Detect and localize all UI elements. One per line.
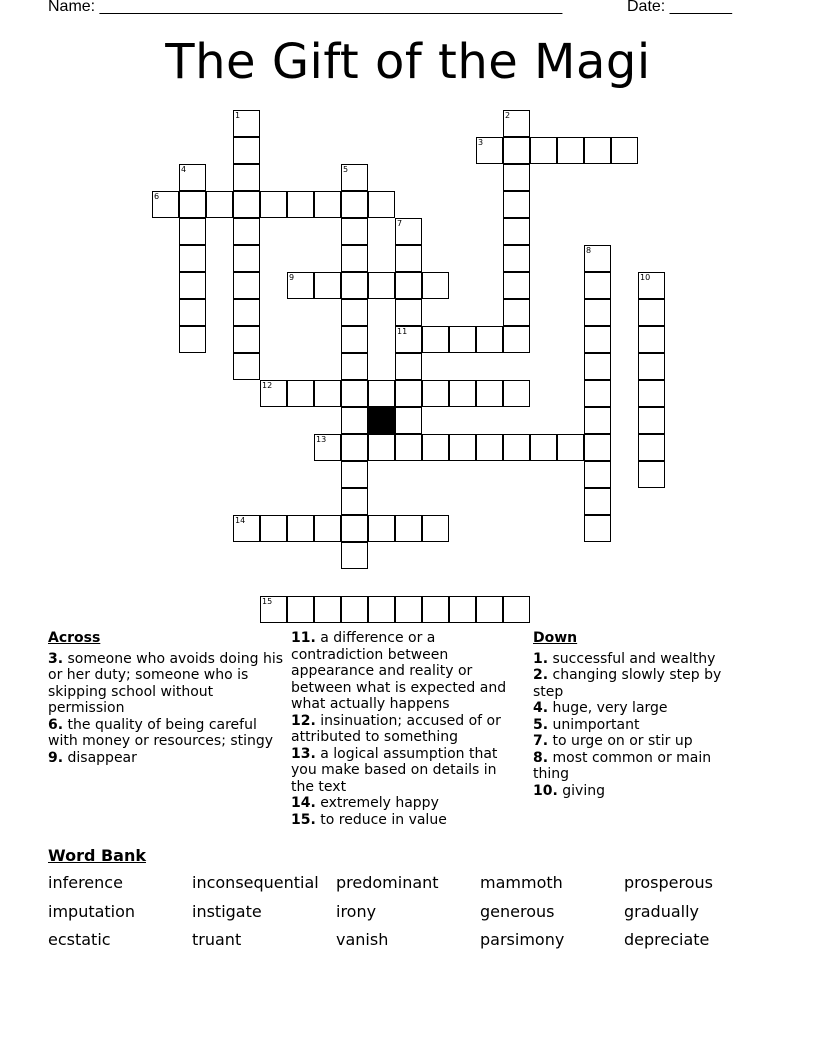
crossword-cell[interactable] [233,515,260,542]
crossword-cell[interactable] [584,137,611,164]
crossword-cell[interactable] [638,299,665,326]
crossword-cell[interactable] [368,596,395,623]
crossword-cell[interactable] [476,434,503,461]
crossword-cell[interactable] [503,272,530,299]
crossword-cell[interactable] [368,191,395,218]
crossword-cell[interactable] [449,596,476,623]
crossword-cell[interactable] [584,380,611,407]
cell-number: 2 [505,111,511,120]
clue-number: 3. [48,650,64,667]
crossword-cell[interactable] [476,380,503,407]
crossword-cell[interactable] [584,461,611,488]
crossword-cell[interactable] [341,515,368,542]
crossword-cell[interactable] [449,326,476,353]
crossword-cell[interactable] [341,218,368,245]
word-bank-item: inference [48,873,123,892]
clue-text: unimportant [552,716,640,733]
crossword-cell[interactable] [287,272,314,299]
crossword-cell[interactable] [287,596,314,623]
crossword-cell[interactable] [476,137,503,164]
down-clue-10 [533,783,743,800]
crossword-cell[interactable] [341,299,368,326]
word-bank-row [48,902,788,931]
page-title: The Gift of the Magi [165,34,651,90]
word-bank-row [48,873,788,902]
cell-number: 4 [181,165,187,174]
crossword-cell[interactable] [341,596,368,623]
crossword-cell[interactable] [638,461,665,488]
crossword-cell[interactable] [584,299,611,326]
across-clue-13 [291,746,523,796]
clue-text: extremely happy [320,795,439,811]
down-clue-8 [533,750,743,783]
crossword-cell[interactable] [638,272,665,299]
crossword-cell[interactable] [395,353,422,380]
crossword-cell[interactable] [233,326,260,353]
clue-text: giving [562,782,605,799]
word-bank-item: vanish [336,930,389,949]
crossword-cell[interactable] [422,515,449,542]
crossword-cell[interactable] [314,515,341,542]
crossword-cell[interactable] [530,434,557,461]
word-bank [48,873,788,959]
clue-number: 9. [48,749,64,766]
crossword-cell[interactable] [206,191,233,218]
crossword-cell[interactable] [395,218,422,245]
across-heading: Across [48,630,101,646]
down-clue-5 [533,717,743,734]
crossword-cell[interactable] [557,434,584,461]
crossword-cell[interactable] [530,137,557,164]
crossword-cell[interactable] [233,353,260,380]
crossword-cell[interactable] [503,110,530,137]
crossword-cell[interactable] [314,191,341,218]
word-bank-item: gradually [624,901,699,921]
crossword-cell[interactable] [368,380,395,407]
cell-number: 15 [262,597,273,606]
clue-number: 6. [48,716,64,733]
across-clue-6 [48,717,284,750]
crossword-cell[interactable] [314,434,341,461]
across-clue-11 [291,630,523,713]
word-bank-item: ecstatic [48,930,111,949]
across-clue-15 [291,812,523,829]
crossword-cell[interactable] [395,434,422,461]
across-clue-12 [291,713,523,746]
cell-number: 6 [154,192,160,201]
clue-number: 4. [533,700,549,716]
crossword-cell[interactable] [584,272,611,299]
cell-number: 9 [289,273,295,282]
crossword-cell[interactable] [233,299,260,326]
crossword-cell[interactable] [260,596,287,623]
crossword-cell[interactable] [584,245,611,272]
cell-number: 8 [586,246,592,255]
date-field-label: Date: _______ [627,0,732,15]
crossword-cell[interactable] [179,326,206,353]
crossword-cell[interactable] [584,488,611,515]
crossword-cell[interactable] [314,596,341,623]
crossword-cell[interactable] [638,434,665,461]
word-bank-title: Word Bank [48,846,147,865]
crossword-cell[interactable] [395,272,422,299]
crossword-cell[interactable] [476,596,503,623]
crossword-cell[interactable] [341,434,368,461]
crossword-cell[interactable] [341,272,368,299]
crossword-cell[interactable] [422,380,449,407]
clue-text: to reduce in value [320,811,447,828]
clue-text: the quality of being careful with money or resources; stingy [48,716,274,749]
clue-text: a logical assumption that you make based on details in the text [291,745,498,795]
clue-text: to urge on or stir up [552,733,693,749]
word-bank-item: parsimony [480,930,565,949]
across-clues-column-2 [291,630,523,828]
crossword-cell[interactable] [233,218,260,245]
crossword-cell[interactable] [260,515,287,542]
across-clue-14 [291,795,523,812]
across-clue-3 [48,651,284,717]
crossword-cell[interactable] [584,515,611,542]
down-clue-2 [533,667,743,700]
crossword-cell[interactable] [233,137,260,164]
crossword-cell[interactable] [503,380,530,407]
crossword-cell[interactable] [368,272,395,299]
crossword-cell[interactable] [341,245,368,272]
crossword-cell[interactable] [503,326,530,353]
crossword-cell[interactable] [503,191,530,218]
clue-number: 14. [291,795,316,811]
cell-number: 10 [640,273,651,282]
word-bank-item: instigate [192,901,262,921]
crossword-cell[interactable] [287,191,314,218]
crossword-cell[interactable] [233,245,260,272]
across-clue-9 [48,750,284,767]
crossword-cell[interactable] [395,515,422,542]
down-heading: Down [533,630,578,646]
crossword-cell[interactable] [422,272,449,299]
clue-text: someone who avoids doing his or her duty; someone who is skipping school without permission [48,650,284,716]
clue-number: 12. [291,712,316,729]
crossword-cell[interactable] [557,137,584,164]
crossword-cell[interactable] [287,380,314,407]
word-bank-item: mammoth [480,873,563,892]
crossword-cell[interactable] [503,596,530,623]
word-bank-item: depreciate [624,930,710,949]
down-clue-7 [533,733,743,750]
crossword-cell[interactable] [584,353,611,380]
crossword-cell[interactable] [638,326,665,353]
clue-number: 8. [533,749,549,766]
cell-number: 5 [343,165,349,174]
crossword-cell[interactable] [287,515,314,542]
crossword-cell[interactable] [395,407,422,434]
word-bank-item: generous [480,901,555,921]
crossword-cell[interactable] [179,191,206,218]
clue-number: 2. [533,667,549,683]
name-field-label: Name: ____________________________________________________ [48,0,563,15]
clue-number: 5. [533,716,549,733]
crossword-cell[interactable] [395,299,422,326]
crossword-cell[interactable] [503,164,530,191]
word-bank-item: prosperous [624,873,713,892]
crossword-cell[interactable] [449,434,476,461]
crossword-cell[interactable] [503,245,530,272]
crossword-cell[interactable] [260,380,287,407]
crossword-cell[interactable] [341,353,368,380]
crossword-cell[interactable] [314,272,341,299]
clue-number: 15. [291,811,316,828]
clue-text: successful and wealthy [552,650,716,667]
clue-text: a difference or a contradiction between appearance and reality or between what is expected and what actually happens [291,630,507,712]
crossword-cell[interactable] [233,110,260,137]
crossword-cell[interactable] [179,272,206,299]
crossword-cell[interactable] [422,596,449,623]
word-bank-item: truant [192,930,242,949]
word-bank-row [48,930,788,959]
crossword-cell[interactable] [368,515,395,542]
crossword-cell[interactable] [395,326,422,353]
crossword-cell[interactable] [341,191,368,218]
down-clues-column [533,630,743,799]
crossword-cell[interactable] [179,218,206,245]
clue-number: 10. [533,782,558,799]
cell-number: 14 [235,516,246,525]
crossword-cell[interactable] [422,326,449,353]
crossword-cell[interactable] [233,164,260,191]
crossword-cell[interactable] [341,461,368,488]
word-bank-item: inconsequential [192,873,319,892]
crossword-cell[interactable] [476,326,503,353]
crossword-cell[interactable] [152,191,179,218]
crossword-block-cell [368,407,395,434]
clue-text: most common or main thing [533,749,712,782]
cell-number: 13 [316,435,327,444]
crossword-cell[interactable] [503,434,530,461]
crossword-cell[interactable] [341,407,368,434]
cell-number: 12 [262,381,273,390]
crossword-cell[interactable] [341,542,368,569]
crossword-cell[interactable] [503,137,530,164]
word-bank-item: predominant [336,873,439,892]
clue-number: 13. [291,745,316,762]
crossword-cell[interactable] [233,191,260,218]
crossword-cell[interactable] [395,380,422,407]
crossword-cell[interactable] [422,434,449,461]
cell-number: 7 [397,219,403,228]
crossword-cell[interactable] [503,299,530,326]
crossword-cell[interactable] [638,353,665,380]
crossword-cell[interactable] [179,299,206,326]
crossword-cell[interactable] [233,272,260,299]
clue-text: insinuation; accused of or attributed to something [291,712,501,745]
cell-number: 1 [235,111,241,120]
down-clue-4 [533,700,743,717]
crossword-cell[interactable] [179,245,206,272]
crossword-cell[interactable] [341,326,368,353]
crossword-cell[interactable] [368,434,395,461]
crossword-cell[interactable] [341,164,368,191]
clue-number: 7. [533,733,549,749]
crossword-cell[interactable] [314,380,341,407]
crossword-cell[interactable] [584,407,611,434]
clue-number: 11. [291,630,316,646]
word-bank-item: imputation [48,901,136,921]
crossword-cell[interactable] [260,191,287,218]
crossword-cell[interactable] [503,218,530,245]
clue-text: disappear [67,749,137,766]
crossword-cell[interactable] [584,434,611,461]
across-clues-column-1 [48,630,284,766]
crossword-cell[interactable] [395,596,422,623]
crossword-cell[interactable] [611,137,638,164]
clue-text: changing slowly step by step [533,667,722,700]
crossword-cell[interactable] [449,380,476,407]
word-bank-item: irony [336,901,377,921]
crossword-cell[interactable] [638,407,665,434]
clue-number: 1. [533,650,549,667]
down-clue-1 [533,651,743,668]
crossword-cell[interactable] [341,488,368,515]
crossword-cell[interactable] [179,164,206,191]
crossword-cell[interactable] [395,245,422,272]
clue-text: huge, very large [552,700,668,716]
cell-number: 11 [397,327,408,336]
crossword-cell[interactable] [584,326,611,353]
cell-number: 3 [478,138,484,147]
crossword-cell[interactable] [638,380,665,407]
crossword-cell[interactable] [341,380,368,407]
